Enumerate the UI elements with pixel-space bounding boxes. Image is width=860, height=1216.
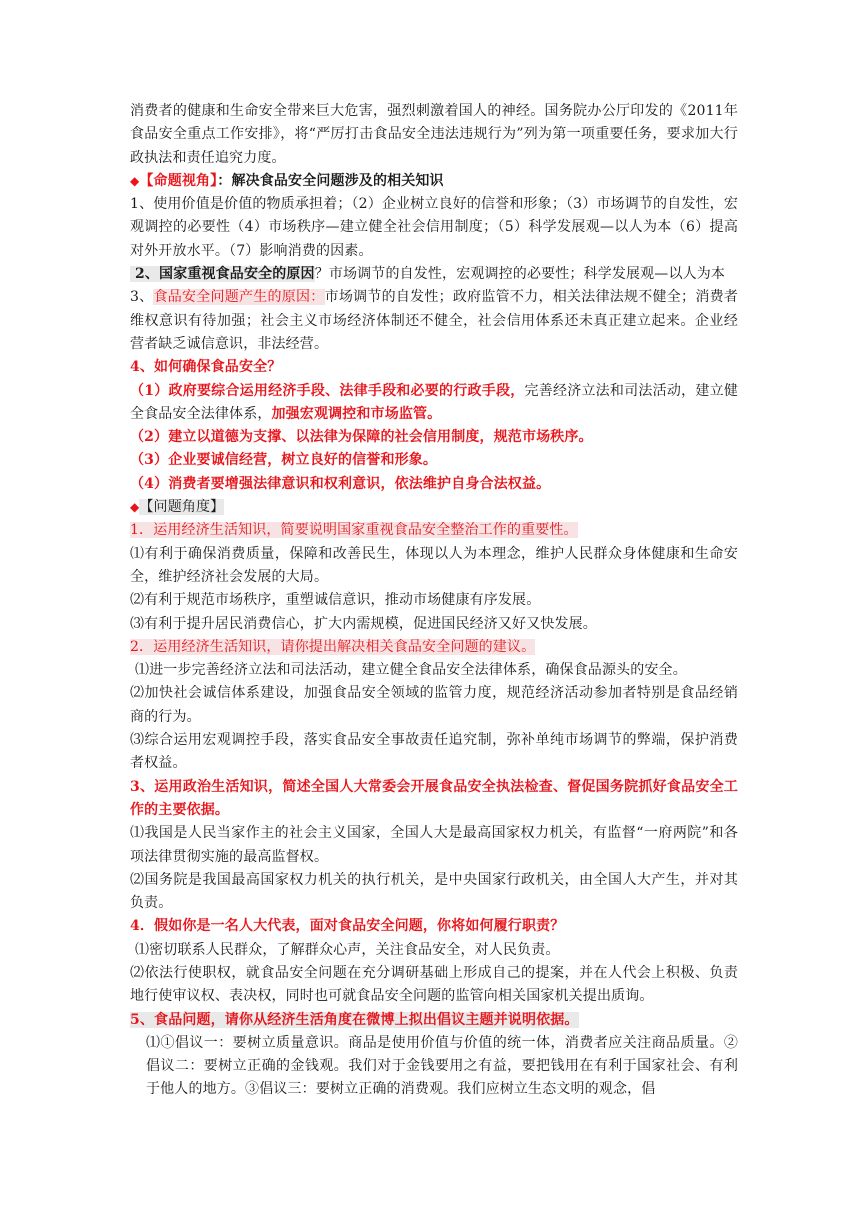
measure-1-bold: （1）政府要综合运用经济手段、法律手段和必要的行政手段， xyxy=(130,382,525,399)
answer-1-3: ⑶有利于提升居民消费信心，扩大内需规模，促进国民经济又好又快发展。 xyxy=(130,615,597,632)
answer-2-1: ⑴进一步完善经济立法和司法活动，建立健全食品安全法律体系，确保食品源头的安全。 xyxy=(135,662,687,679)
document-body xyxy=(130,100,738,1102)
answer-1-1: ⑴有利于确保消费质量，保障和改善民生，体现以人为本理念，维护人民群众身体健康和生命安全，维护经济社会发展的大局。 xyxy=(130,545,738,585)
answer-4-1: ⑴密切联系人民群众，了解群众心声，关注食品安全，对人民负责。 xyxy=(135,941,560,958)
question-angle-heading: 【问题角度】 xyxy=(139,499,225,516)
measure-1-normal: 完善经济立法和司法活动，建立健全食品安全法律体系， xyxy=(130,382,738,422)
question-2-text: 2．运用经济生活知识，请你提出解决相关食品安全问题的建议。 xyxy=(130,638,536,655)
diamond-bullet-icon: ◆ xyxy=(130,500,140,515)
cause-text: 市场调节的自发性；政府监管不力，相关法律法规不健全；消费者维权意识有待加强；社会主义市场经济体制还不健全，社会信用体系还未真正建立起来。企业经营者缺乏诚信意识，非法经营。 xyxy=(130,289,738,352)
reason-text: ？市场调节的自发性，宏观调控的必要性；科学发展观—以人为本 xyxy=(314,266,726,283)
answer-5: ⑴①倡议一：要树立质量意识。商品是使用价值与价值的统一体，消费者应关注商品质量。②倡议二：要树立正确的金钱观。我们对于金钱要用之有益，要把钱用在有利于国家社会、有利于他人的地方。③倡议三：要树立正确的消费观。我们应树立生态文明的观念，倡 xyxy=(146,1034,738,1098)
cause-heading: 食品安全问题产生的原因： xyxy=(153,289,325,306)
question-1 xyxy=(130,519,738,542)
measure-1-bold-end: 加强宏观调控和市场监管。 xyxy=(271,405,442,422)
question-heading-4: 4、如何确保食品安全？ xyxy=(130,359,282,376)
answer-3-1: ⑴我国是人民当家作主的社会主义国家，全国人大是最高国家权力机关，有监督“一府两院”和各项法律贯彻实施的最高监督权。 xyxy=(130,825,738,865)
cause-number: 3、 xyxy=(130,289,154,306)
question-1-text: 1．运用经济生活知识，简要说明国家重视食品安全整治工作的重要性。 xyxy=(130,522,578,539)
knowledge-list: 1、使用价值是价值的物质承担着；（2）企业树立良好的信誉和形象；（3）市场调节的自发性，宏观调控的必要性（4）市场秩序—建立健全社会信用制度；（5）科学发展观—以人为本（6）提高对外开放水平。（7）影响消费的因素。 xyxy=(130,196,738,259)
measure-4: （4）消费者要增强法律意识和权利意识，依法维护自身合法权益。 xyxy=(130,475,551,492)
reason-paragraph xyxy=(130,263,738,286)
section-heading-proposition xyxy=(130,170,738,193)
section-heading-question xyxy=(130,496,738,519)
answer-3-2: ⑵国务院是我国最高国家权力机关的执行机关，是中央国家行政机关，由全国人大产生，并对其负责。 xyxy=(130,871,738,912)
question-2 xyxy=(130,636,738,659)
question-3: 3、运用政治生活知识，简述全国人大常委会开展食品安全执法检查、督促国务院抓好食品安全工作的主要依据。 xyxy=(130,778,738,818)
heading-text: ：解决食品安全问题涉及的相关知识 xyxy=(217,172,444,189)
question-5-text: 5、食品问题，请你从经济生活角度在微博上拟出倡议主题并说明依据。 xyxy=(130,1011,579,1028)
intro-paragraph: 消费者的健康和生命安全带来巨大危害，强烈刺激着国人的神经。国务院办公厅印发的《2011年食品安全重点工作安排》，将“严厉打击食品安全违法违规行为”列为第一项重要任务，要求加大行政执法和责任追究力度。 xyxy=(130,103,738,166)
answer-2-3: ⑶综合运用宏观调控手段，落实食品安全事故责任追究制，弥补单纯市场调节的弊端，保护消费者权益。 xyxy=(130,732,738,772)
answer-4-2: ⑵依法行使职权，就食品安全问题在充分调研基础上形成自己的提案，并在人代会上积极、负责地行使审议权、表决权，同时也可就食品安全问题的监管向相关国家机关提出质询。 xyxy=(130,964,738,1005)
question-4: 4．假如你是一名人大代表，面对食品安全问题，你将如何履行职责？ xyxy=(130,918,565,935)
answer-2-2: ⑵加快社会诚信体系建设，加强食品安全领域的监管力度，规范经济活动参加者特别是食品经销商的行为。 xyxy=(130,685,738,725)
measure-3: （3）企业要诚信经营，树立良好的信誉和形象。 xyxy=(130,452,438,469)
diamond-bullet-icon: ◆ xyxy=(130,173,140,188)
answer-1-2: ⑵有利于规范市场秩序，重塑诚信意识，推动市场健康有序发展。 xyxy=(130,592,541,609)
heading-bracket: 【命题视角】 xyxy=(139,172,218,189)
reason-heading: 2、国家重视食品安全的原因 xyxy=(130,266,315,282)
cause-paragraph xyxy=(130,286,738,356)
measure-2: （2）建立以道德为支撑、以法律为保障的社会信用制度，规范市场秩序。 xyxy=(130,429,593,446)
measure-1 xyxy=(130,380,738,427)
question-5 xyxy=(130,1009,738,1032)
